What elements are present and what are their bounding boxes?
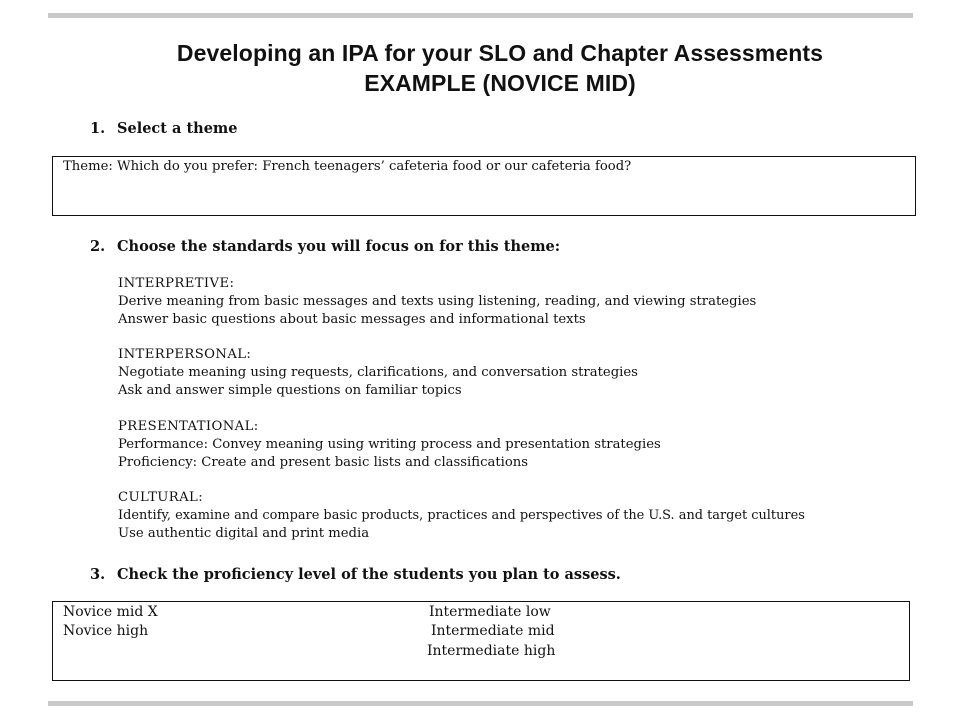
category-presentational: PRESENTATIONAL: [118,419,259,434]
level-novice-mid: Novice mid X [63,604,158,620]
category-interpretive: INTERPRETIVE: [118,276,235,291]
proficiency-box [52,601,910,681]
level-intermediate-mid: Intermediate mid [431,623,555,639]
level-intermediate-high: Intermediate high [427,643,556,659]
standard-line: Ask and answer simple questions on familiar topics [118,383,462,398]
standard-line: Identify, examine and compare basic products, practices and perspectives of the U.S. and target cultures [118,508,805,523]
category-cultural: CULTURAL: [118,490,204,505]
standard-line: Answer basic questions about basic messages and informational texts [118,312,586,327]
step3-number: 3. [90,566,106,583]
standard-line: Negotiate meaning using requests, clarifications, and conversation strategies [118,365,638,380]
bottom-divider [48,701,913,706]
standard-line: Proficiency: Create and present basic lists and classifications [118,455,529,470]
step2-number: 2. [90,238,106,255]
document-subtitle: EXAMPLE (NOVICE MID) [364,70,636,96]
step3-heading [90,566,621,583]
level-novice-high: Novice high [63,623,149,639]
document-title: Developing an IPA for your SLO and Chapter Assessments [176,40,824,66]
step1-heading [90,120,237,137]
standard-line: Performance: Convey meaning using writing process and presentation strategies [118,437,661,452]
theme-text: Theme: Which do you prefer: French teenagers’ cafeteria food or our cafeteria food? [63,159,632,174]
category-interpersonal: INTERPERSONAL: [118,347,252,362]
step2-heading [90,238,560,255]
step1-number: 1. [90,120,106,137]
standard-line: Derive meaning from basic messages and texts using listening, reading, and viewing strategies [118,294,757,309]
standard-line: Use authentic digital and print media [118,526,370,541]
step3-heading-text: Check the proficiency level of the students you plan to assess. [117,566,621,583]
level-intermediate-low: Intermediate low [429,604,551,620]
top-divider [48,13,913,18]
theme-box [52,156,916,216]
step2-heading-text: Choose the standards you will focus on for this theme: [117,238,561,255]
step1-heading-text: Select a theme [117,120,238,137]
